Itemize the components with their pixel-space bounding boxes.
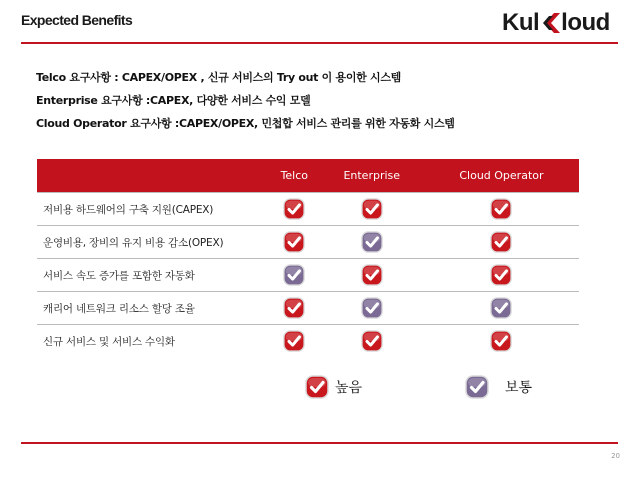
legend-high-label: 높음 (335, 380, 363, 396)
rating-cell (424, 259, 579, 292)
red-check-icon (361, 198, 383, 220)
row-label: 신규 서비스 및 서비스 수익화 (37, 325, 269, 358)
purple-check-icon (361, 231, 383, 253)
header-divider (21, 42, 618, 44)
red-check-icon (490, 264, 512, 286)
logo-chevron-icon (540, 12, 560, 34)
rating-cell (424, 325, 579, 358)
red-check-icon (283, 330, 305, 352)
table-row (37, 292, 579, 325)
rating-cell (320, 259, 424, 292)
rating-cell (320, 292, 424, 325)
footer-divider (21, 442, 618, 444)
column-header-enterprise: Enterprise (320, 159, 424, 193)
table-row (37, 259, 579, 292)
legend-normal-icon (465, 375, 495, 399)
purple-check-icon (283, 264, 305, 286)
purple-check-icon (490, 297, 512, 319)
rating-cell (269, 259, 320, 292)
kulcloud-logo (502, 8, 610, 38)
table-header-row (37, 159, 579, 193)
purple-check-icon (361, 297, 383, 319)
column-header-cloud-operator: Cloud Operator (424, 159, 579, 193)
red-check-icon (490, 330, 512, 352)
requirement-cloud-operator: Cloud Operator 요구사항 :CAPEX/OPEX, 민첩합 서비스 관리를 위한 자동화 시스템 (36, 117, 455, 130)
rating-cell (320, 325, 424, 358)
rating-cell (424, 193, 579, 226)
red-check-icon (490, 198, 512, 220)
red-check-icon (361, 264, 383, 286)
rating-cell (424, 292, 579, 325)
row-label: 저비용 하드웨어의 구축 지원(CAPEX) (37, 193, 269, 226)
legend-high-icon (305, 375, 335, 399)
rating-cell (269, 292, 320, 325)
row-label: 서비스 속도 증가를 포함한 자동화 (37, 259, 269, 292)
table-row (37, 226, 579, 259)
table-header-blank (37, 159, 269, 193)
legend-normal (465, 375, 532, 399)
page-number: 20 (611, 452, 620, 460)
red-check-icon (283, 198, 305, 220)
rating-cell (269, 226, 320, 259)
red-check-icon (283, 231, 305, 253)
red-check-icon (305, 375, 329, 399)
column-header-telco: Telco (269, 159, 320, 193)
page-title: Expected Benefits (21, 12, 133, 28)
logo-text-kul: Kul (502, 9, 540, 36)
red-check-icon (490, 231, 512, 253)
requirement-telco: Telco 요구사항 : CAPEX/OPEX , 신규 서비스의 Try out 이 용이한 시스템 (36, 71, 402, 84)
rating-cell (320, 193, 424, 226)
row-label: 운영비용, 장비의 유지 비용 감소(OPEX) (37, 226, 269, 259)
rating-cell (269, 325, 320, 358)
row-label: 캐리어 네트워크 리소스 할당 조율 (37, 292, 269, 325)
rating-cell (269, 193, 320, 226)
legend-normal-label: 보통 (505, 380, 533, 396)
rating-cell (320, 226, 424, 259)
requirement-enterprise: Enterprise 요구사항 :CAPEX, 다양한 서비스 수익 모델 (36, 94, 311, 107)
purple-check-icon (465, 375, 489, 399)
logo-text-loud: loud (561, 9, 610, 36)
benefits-table (37, 159, 579, 357)
table-row (37, 193, 579, 226)
rating-cell (424, 226, 579, 259)
red-check-icon (283, 297, 305, 319)
legend-high (305, 375, 362, 399)
red-check-icon (361, 330, 383, 352)
table-row (37, 325, 579, 358)
